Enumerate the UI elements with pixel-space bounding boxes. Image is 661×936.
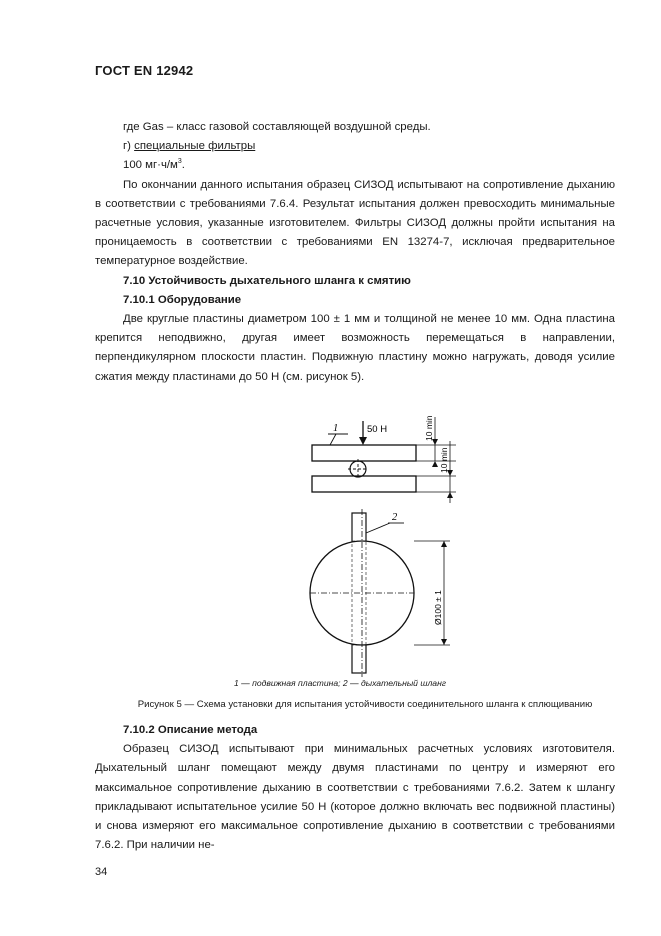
figure-5-diagram — [290, 415, 480, 677]
section-heading-7-10-1: 7.10.1 Оборудование — [123, 293, 242, 306]
force-label: 50 Н — [367, 424, 388, 435]
paragraph-equipment: Две круглые пластины диаметром 100 ± 1 мм и толщиной не менее 10 мм. Одна пластина крепится неподвижно, другая имеет возможность перемещаться в направлении, перпендикулярном плоскости пластин. Подвижную пластину можно нагружать, доводя усилие сжатия между пластинами до 50 Н (см. рисунок 5). — [95, 313, 615, 383]
dim-label-bottom: 10 min — [439, 447, 449, 473]
gas-definition-line: где Gas – класс газовой составляющей воздушной среды. — [123, 121, 431, 133]
movable-plate — [312, 445, 416, 461]
dim-label-top: 10 min — [424, 415, 434, 441]
paragraph-method: Образец СИЗОД испытывают при минимальных расчетных условиях изготовителя. Дыхательный шланг помещают между двумя пластинами по центру и измеряют его максимальное сопротивление дыханию в соответствии с требованиями 7.6.2. Затем к шлангу прикладывают испытательное усилие 50 Н (которое должно включать вес подвижной пластины) и снова измеряют его максимальное сопротивление дыханию в соответствии с требованиями 7.6.2. При наличии не- — [95, 743, 615, 852]
document-header: ГОСТ EN 12942 — [95, 63, 194, 78]
section-heading-7-10: 7.10 Устойчивость дыхательного шланга к смятию — [123, 274, 411, 287]
section-heading-7-10-2: 7.10.2 Описание метода — [123, 724, 258, 736]
filters-value-line — [95, 156, 615, 175]
label-2-leader — [366, 523, 390, 533]
dim-arrow-bottom-2 — [447, 492, 453, 498]
label-1: 1 — [333, 423, 339, 434]
fixed-plate — [312, 476, 416, 492]
paragraph-test-result: По окончании данного испытания образец СИЗОД испытывают на сопротивление дыханию в соответствии с требованиями 7.6.4. Результат испытания должен превосходить минимальные расчетные условия, указанные изготовителем. Фильтры СИЗОД должны пройти испытания на проницаемость в соответствии с требованиями EN 13274-7, исключая предварительное температурное воздействие. — [95, 178, 615, 268]
filters-value-end: . — [181, 159, 185, 172]
dim-arrow-top-2 — [432, 461, 438, 467]
figure-legend: 1 — подвижная пластина; 2 — дыхательный шланг — [233, 678, 447, 688]
dia-arrow-bottom — [441, 639, 447, 645]
filters-label: специальные фильтры — [134, 140, 256, 153]
diameter-label: Ø100 ± 1 — [433, 590, 443, 625]
filters-value-superscript: 3 — [177, 158, 182, 166]
label-1-leader — [330, 434, 336, 445]
text-block-bottom — [95, 721, 615, 855]
dia-arrow-top — [441, 541, 447, 547]
force-arrow-head — [359, 437, 367, 445]
label-2: 2 — [392, 512, 398, 523]
filters-prefix: г) — [123, 140, 135, 153]
figure-caption: Рисунок 5 — Схема установки для испытания устойчивости соединительного шланга к сплющиванию — [137, 699, 593, 710]
text-block-top — [95, 118, 615, 387]
filters-label-line — [95, 137, 615, 156]
page-number: 34 — [95, 866, 108, 878]
filters-value: 100 мг·ч/м — [123, 159, 178, 172]
